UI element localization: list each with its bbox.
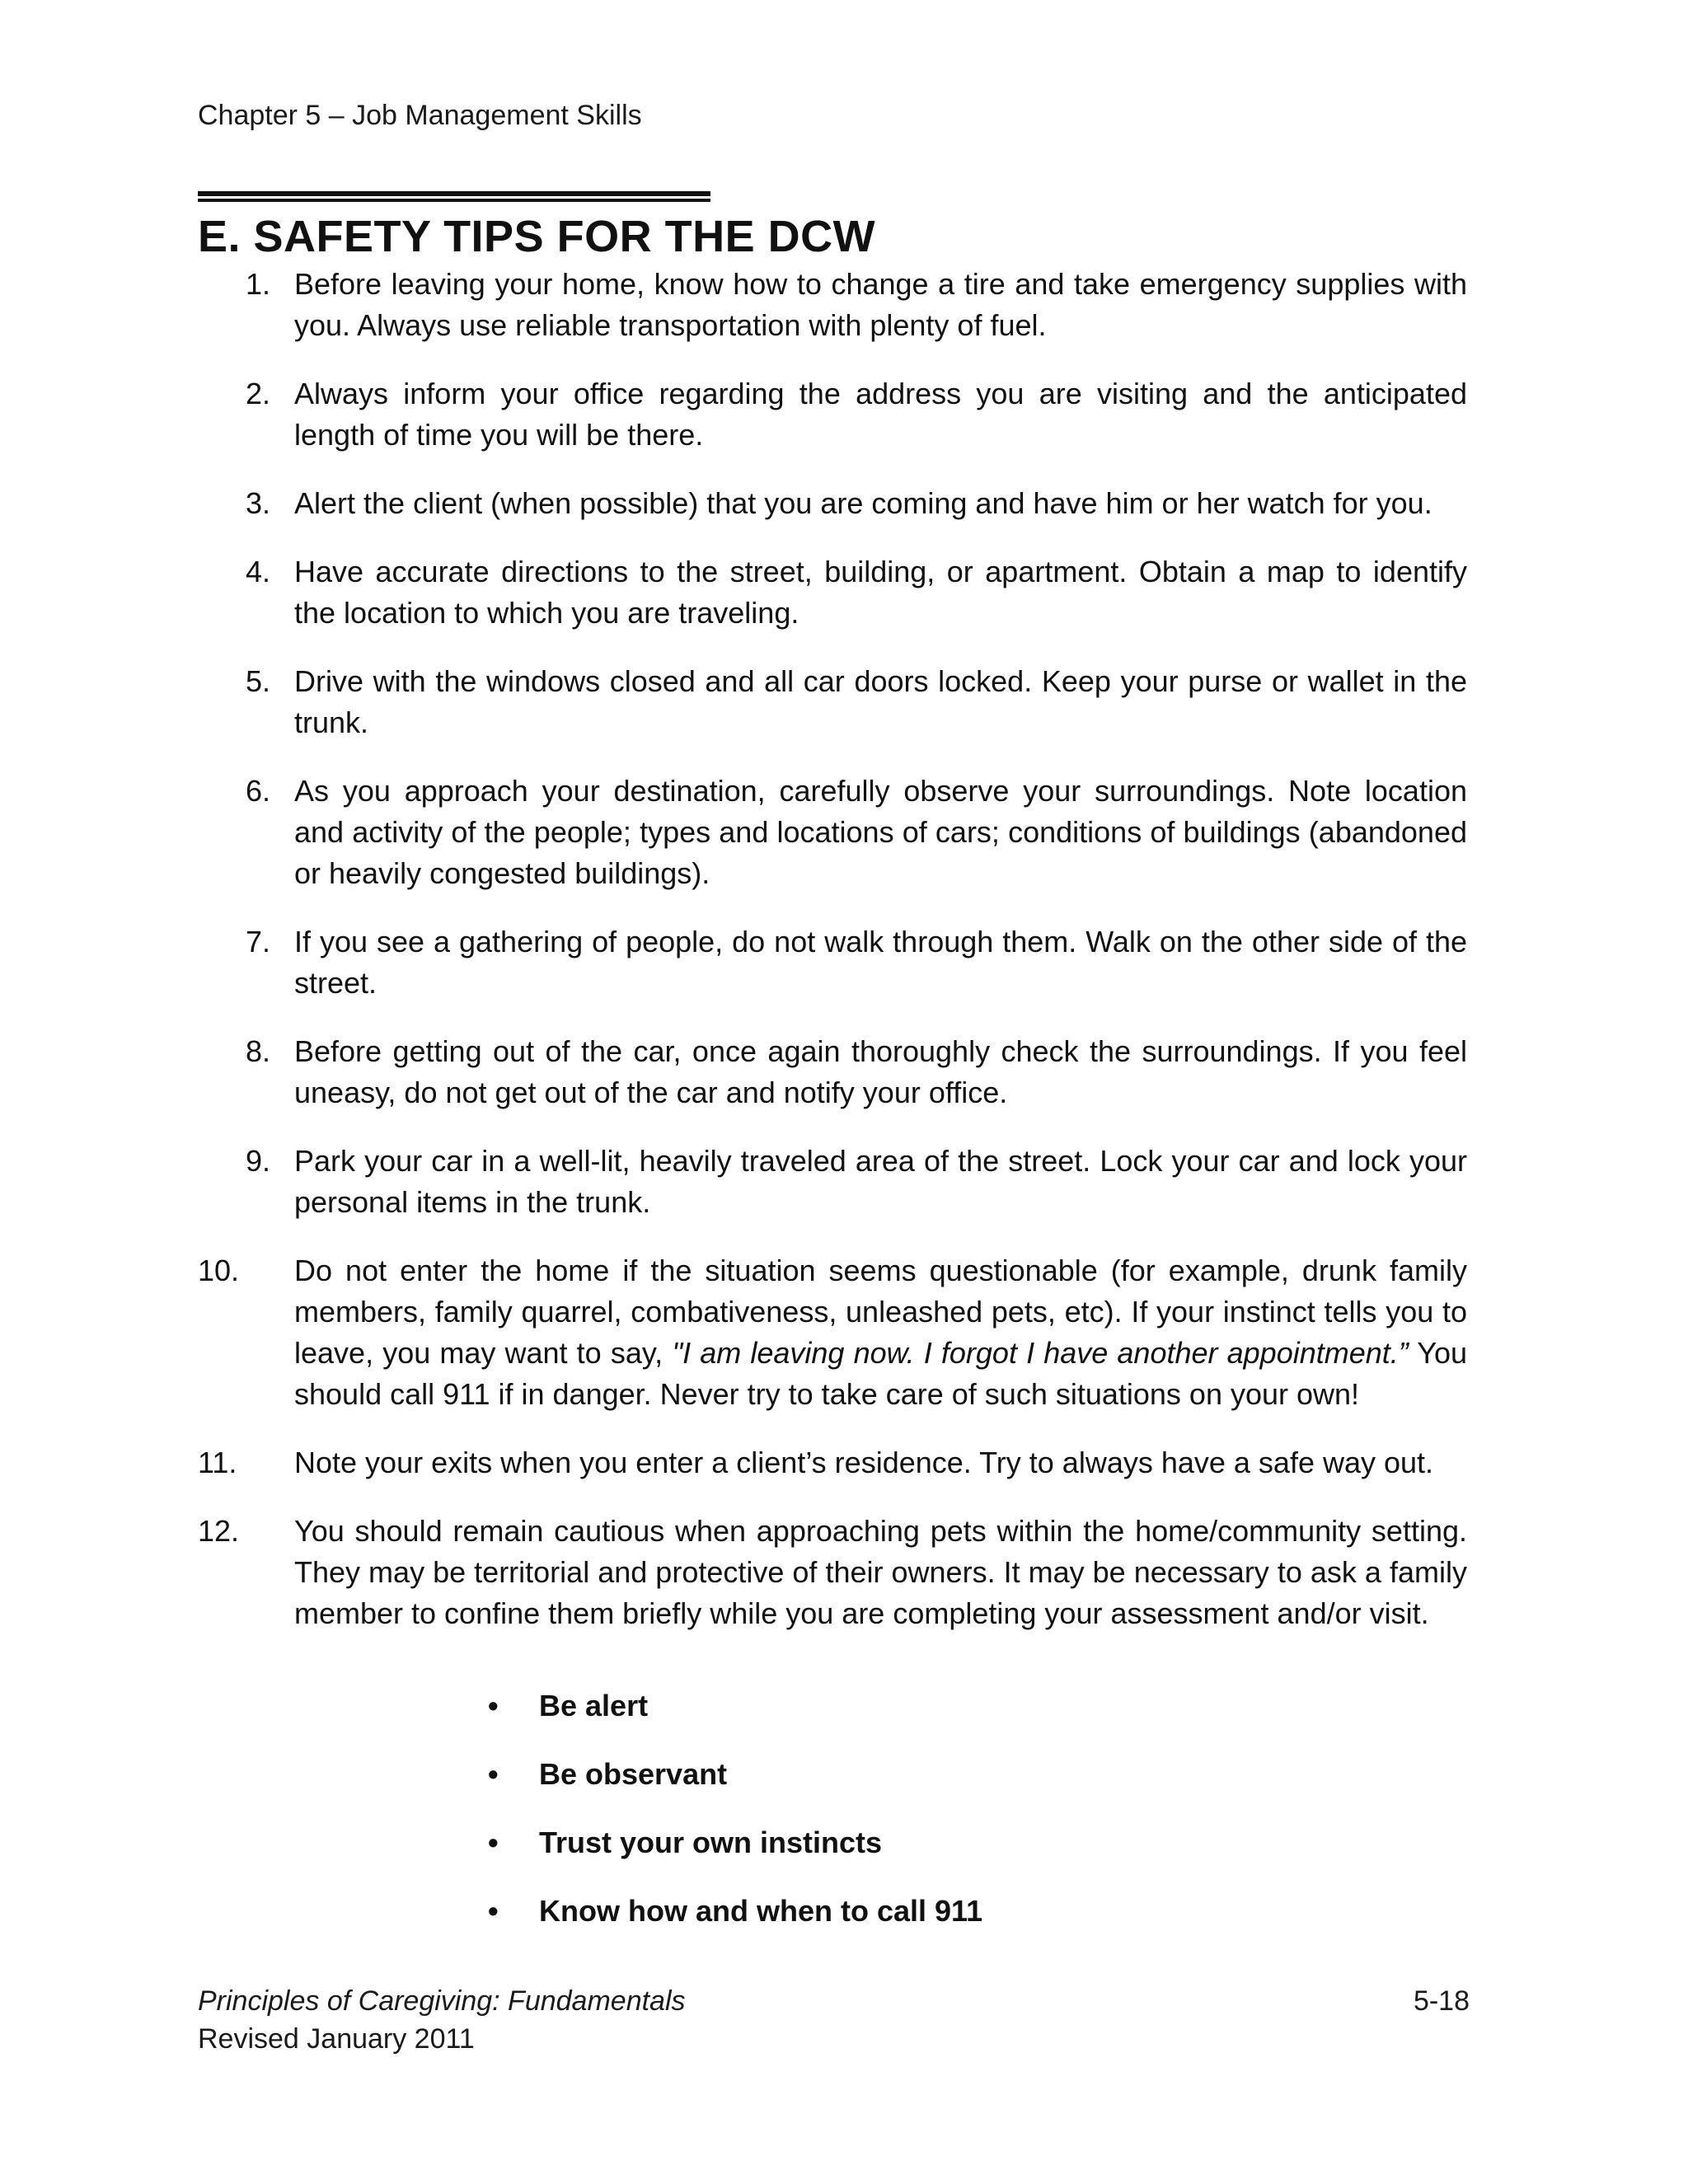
tip-text-before: Do not enter the home if the situation seems questionable (for example, drunk family members, family quarrel, combativeness, unleashed pets, etc). If your instinct tells you to leave, you may want to say, — [294, 1254, 1467, 1370]
tip-text: As you approach your destination, carefully observe your surroundings. Note location and activity of the people; types and locations of cars; conditions of buildings (abandoned or heavily congested buildings). — [294, 774, 1467, 890]
reminder-item-4 — [488, 1891, 982, 1932]
tip-number: 10. — [198, 1254, 240, 1287]
tip-item-12 — [198, 1511, 1467, 1634]
footer-revised-date: Revised January 2011 — [198, 2023, 475, 2055]
tip-item-8 — [198, 1031, 1467, 1113]
tip-number: 5. — [246, 664, 271, 698]
tip-number: 11. — [198, 1446, 237, 1479]
tip-text-after: You should call 911 if in danger. Never try to take care of such situations on your own! — [294, 1336, 1467, 1411]
tip-text: You should remain cautious when approaching pets within the home/community setting. They may be territorial and protective of their owners. It may be necessary to ask a family member to confine them briefly while you are completing your assessment and/or visit. — [294, 1514, 1467, 1630]
tip-number: 8. — [246, 1034, 271, 1068]
reminder-text: Be observant — [539, 1757, 728, 1791]
tip-text: Have accurate directions to the street, building, or apartment. Obtain a map to identify the location to which you are traveling. — [294, 555, 1467, 630]
tip-item-7 — [198, 921, 1467, 1004]
tip-number: 7. — [246, 925, 271, 958]
tip-item-1 — [198, 264, 1467, 346]
tip-item-2 — [198, 373, 1467, 456]
page-number: 5-18 — [1413, 1985, 1470, 2017]
section-rule — [198, 191, 710, 202]
tip-text: Before getting out of the car, once again thoroughly check the surroundings. If you feel uneasy, do not get out of the car and notify your office. — [294, 1034, 1467, 1109]
tip-text: Alert the client (when possible) that you are coming and have him or her watch for you. — [294, 486, 1432, 520]
bullet-icon: • — [488, 1689, 499, 1722]
tip-text: Always inform your office regarding the address you are visiting and the anticipated length of time you will be there. — [294, 377, 1467, 452]
footer-left — [198, 1982, 686, 2058]
bullet-icon: • — [488, 1894, 499, 1928]
key-reminders-list — [488, 1685, 982, 1959]
section-title: E. SAFETY TIPS FOR THE DCW — [198, 212, 876, 261]
reminder-text: Know how and when to call 911 — [539, 1894, 983, 1928]
bullet-icon: • — [488, 1825, 499, 1859]
tip-item-3 — [198, 483, 1467, 524]
tip-item-11 — [198, 1442, 1467, 1483]
tip-number: 9. — [246, 1144, 271, 1178]
tip-number: 1. — [246, 267, 271, 301]
reminder-text: Be alert — [539, 1689, 649, 1722]
reminder-item-2 — [488, 1754, 982, 1795]
reminder-item-1 — [488, 1685, 982, 1727]
running-head: Chapter 5 – Job Management Skills — [198, 100, 642, 131]
tip-quote: "I am leaving now. I forgot I have another appointment.” — [672, 1336, 1409, 1370]
safety-tips-list — [198, 264, 1467, 1661]
tip-item-6 — [198, 771, 1467, 894]
tip-item-5 — [198, 661, 1467, 743]
reminder-item-3 — [488, 1822, 982, 1863]
tip-text: Drive with the windows closed and all car doors locked. Keep your purse or wallet in the trunk. — [294, 664, 1467, 739]
reminder-text: Trust your own instincts — [539, 1825, 883, 1859]
tip-text: Park your car in a well-lit, heavily traveled area of the street. Lock your car and lock your personal items in the trunk. — [294, 1144, 1467, 1219]
tip-item-9 — [198, 1141, 1467, 1223]
tip-text: Note your exits when you enter a client’s residence. Try to always have a safe way out. — [294, 1446, 1434, 1479]
footer-book-title: Principles of Caregiving: Fundamentals — [198, 1985, 686, 2017]
tip-number: 3. — [246, 486, 271, 520]
tip-text: If you see a gathering of people, do not walk through them. Walk on the other side of the street. — [294, 925, 1467, 1000]
bullet-icon: • — [488, 1757, 499, 1791]
tip-number: 4. — [246, 555, 271, 588]
tip-number: 12. — [198, 1514, 240, 1548]
tip-number: 2. — [246, 377, 271, 410]
tip-text: Before leaving your home, know how to change a tire and take emergency supplies with you. Always use reliable transportation with plenty of fuel. — [294, 267, 1467, 342]
tip-item-10 — [198, 1250, 1467, 1415]
tip-number: 6. — [246, 774, 271, 808]
tip-item-4 — [198, 551, 1467, 634]
